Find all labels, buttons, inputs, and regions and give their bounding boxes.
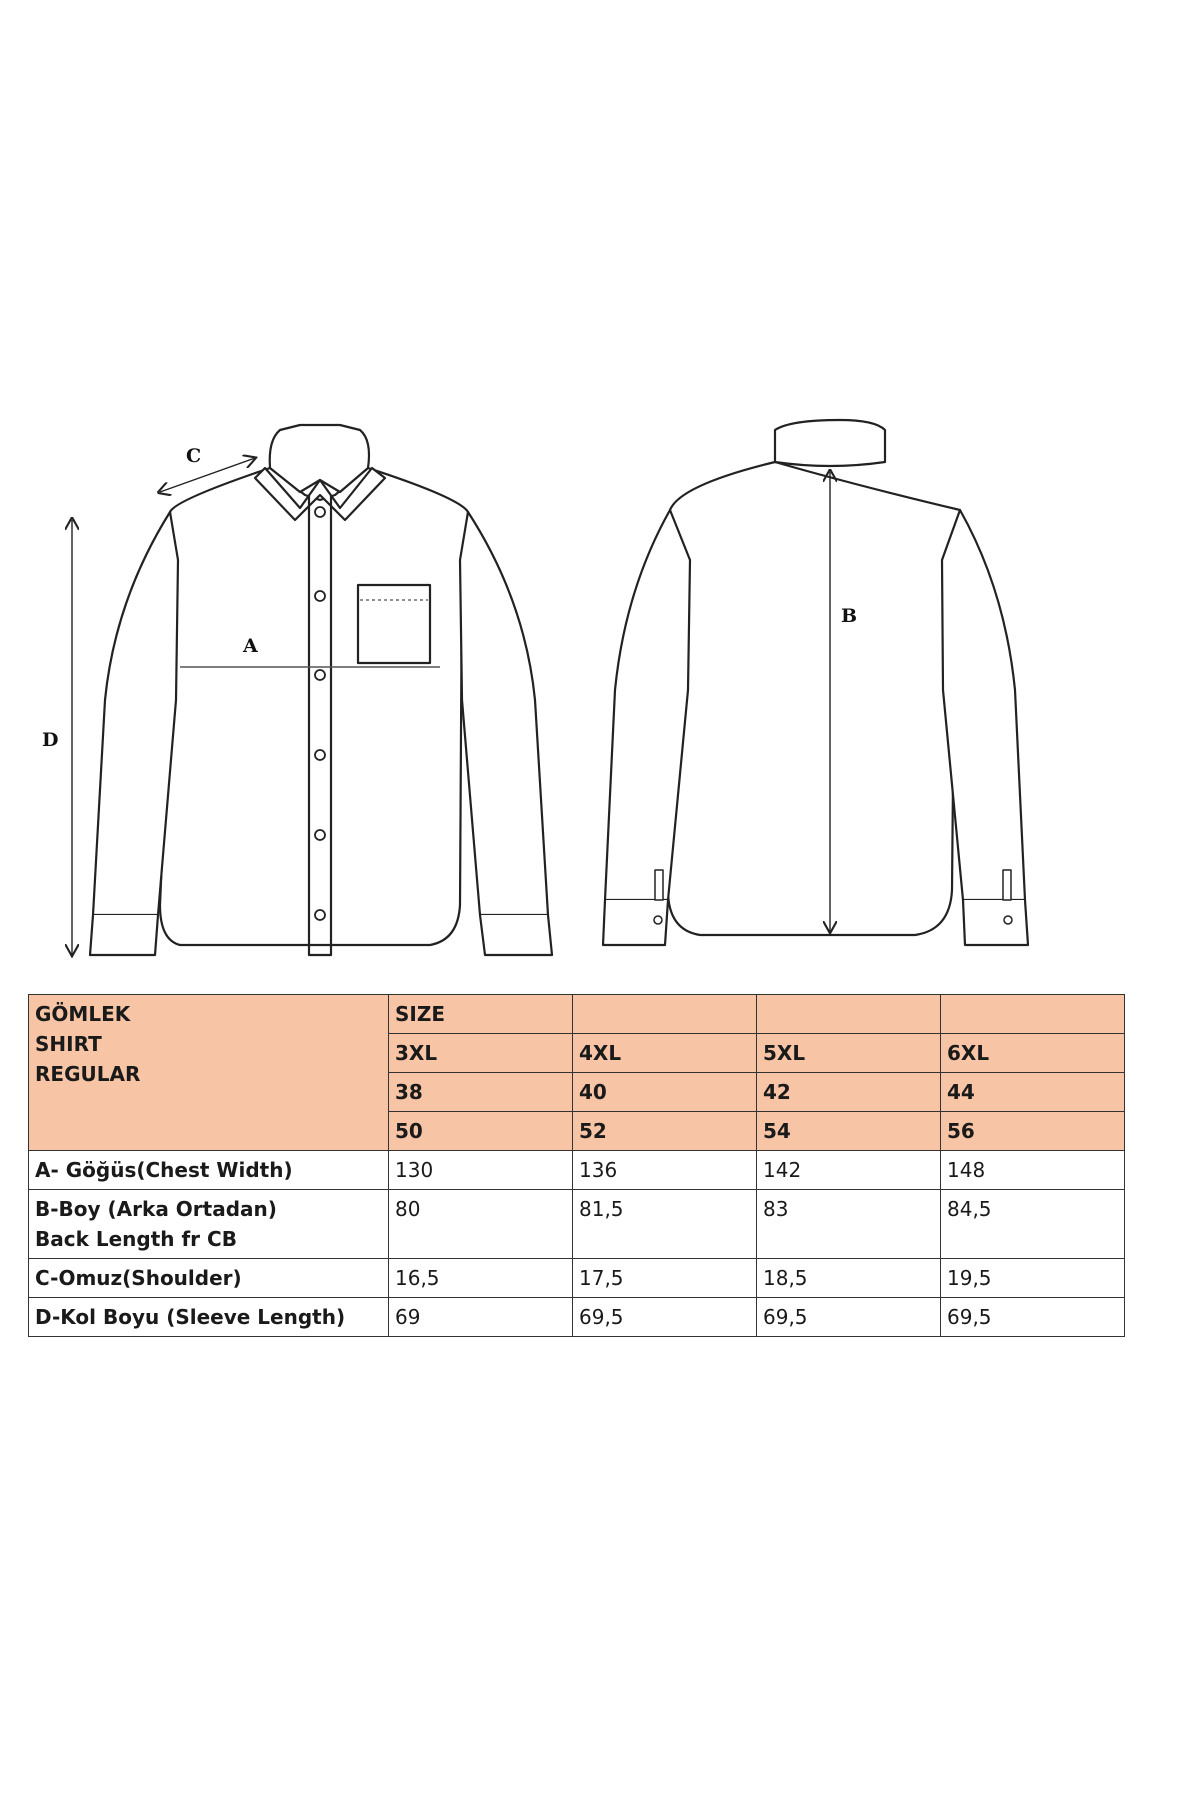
size-label-cell: SIZE bbox=[389, 995, 573, 1034]
table-cell bbox=[941, 995, 1125, 1034]
table-header-row-size bbox=[29, 995, 1125, 1034]
dimension-label-b: B bbox=[841, 605, 858, 627]
table-cell: 4XL bbox=[573, 1034, 757, 1073]
table-cell bbox=[757, 995, 941, 1034]
table-cell: 52 bbox=[573, 1112, 757, 1151]
table-cell: 16,5 bbox=[389, 1259, 573, 1298]
table-cell: 130 bbox=[389, 1151, 573, 1190]
row-label-chest-width: A- Göğüs(Chest Width) bbox=[29, 1151, 389, 1190]
table-cell: 83 bbox=[757, 1190, 941, 1259]
table-cell: 81,5 bbox=[573, 1190, 757, 1259]
header-line-shirt-en: SHIRT bbox=[35, 1032, 102, 1056]
table-cell: 56 bbox=[941, 1112, 1125, 1151]
table-row-chest-width bbox=[29, 1151, 1125, 1190]
table-cell: 69,5 bbox=[757, 1298, 941, 1337]
table-row-shoulder bbox=[29, 1259, 1125, 1298]
shirt-back-drawing bbox=[603, 420, 1028, 945]
table-cell: 5XL bbox=[757, 1034, 941, 1073]
table-cell: 19,5 bbox=[941, 1259, 1125, 1298]
table-cell: 69,5 bbox=[941, 1298, 1125, 1337]
table-cell: 3XL bbox=[389, 1034, 573, 1073]
table-cell: 69 bbox=[389, 1298, 573, 1337]
row-label-sleeve-length: D-Kol Boyu (Sleeve Length) bbox=[29, 1298, 389, 1337]
table-cell: 40 bbox=[573, 1073, 757, 1112]
table-cell: 44 bbox=[941, 1073, 1125, 1112]
row-label-back-length-line-1: B-Boy (Arka Ortadan) bbox=[35, 1197, 277, 1221]
header-title-cell bbox=[29, 995, 389, 1151]
header-line-regular: REGULAR bbox=[35, 1062, 141, 1086]
table-cell: 142 bbox=[757, 1151, 941, 1190]
table-cell: 84,5 bbox=[941, 1190, 1125, 1259]
row-label-shoulder: C-Omuz(Shoulder) bbox=[29, 1259, 389, 1298]
table-cell: 18,5 bbox=[757, 1259, 941, 1298]
table-cell: 17,5 bbox=[573, 1259, 757, 1298]
table-cell: 50 bbox=[389, 1112, 573, 1151]
table-cell: 136 bbox=[573, 1151, 757, 1190]
dimension-label-d: D bbox=[42, 729, 59, 751]
row-label-back-length bbox=[29, 1190, 389, 1259]
table-cell: 6XL bbox=[941, 1034, 1125, 1073]
table-cell: 80 bbox=[389, 1190, 573, 1259]
table-row-back-length bbox=[29, 1190, 1125, 1259]
table-cell: 42 bbox=[757, 1073, 941, 1112]
table-cell: 148 bbox=[941, 1151, 1125, 1190]
table-row-sleeve-length bbox=[29, 1298, 1125, 1337]
size-chart-table bbox=[28, 994, 1125, 1337]
table-cell: 54 bbox=[757, 1112, 941, 1151]
shirt-front-drawing bbox=[90, 425, 552, 955]
dimension-label-c: C bbox=[186, 445, 202, 467]
dimension-label-a: A bbox=[243, 635, 258, 657]
table-cell: 38 bbox=[389, 1073, 573, 1112]
table-cell bbox=[573, 995, 757, 1034]
table-cell: 69,5 bbox=[573, 1298, 757, 1337]
row-label-back-length-line-2: Back Length fr CB bbox=[35, 1227, 237, 1251]
header-line-shirt-tr: GÖMLEK bbox=[35, 1002, 131, 1026]
